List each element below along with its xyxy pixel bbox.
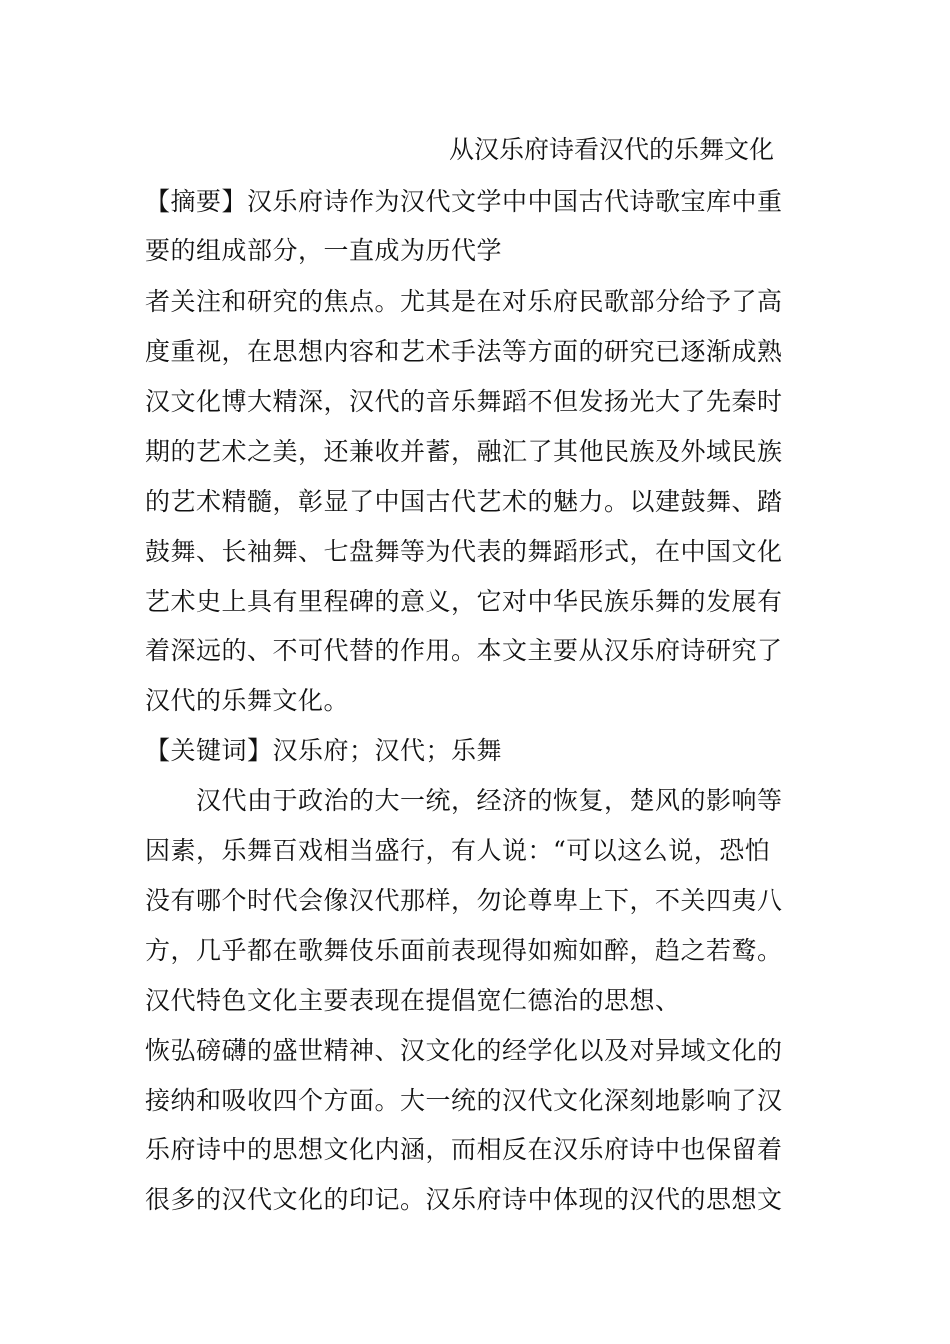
text-line: 汉文化博大精深，汉代的音乐舞蹈不但发扬光大了先秦时 — [145, 387, 783, 416]
text-line: 汉代由于政治的大一统，经济的恢复，楚风的影响等 — [145, 786, 783, 815]
document-title: 从汉乐府诗看汉代的乐舞文化 — [449, 135, 775, 164]
text-line: 恢弘磅礴的盛世精神、汉文化的经学化以及对异域文化的 — [145, 1036, 783, 1065]
text-line: 接纳和吸收四个方面。大一统的汉代文化深刻地影响了汉 — [145, 1086, 783, 1115]
text-line: 要的组成部分，一直成为历代学 — [145, 236, 503, 265]
text-line: 没有哪个时代会像汉代那样，勿论尊卑上下，不关四夷八 — [145, 886, 783, 915]
text-line: 艺术史上具有里程碑的意义，它对中华民族乐舞的发展有 — [145, 587, 783, 616]
text-line: 【摘要】汉乐府诗作为汉代文学中中国古代诗歌宝库中重 — [145, 187, 783, 216]
text-line: 者关注和研究的焦点。尤其是在对乐府民歌部分给予了高 — [145, 287, 783, 316]
text-line: 的艺术精髓，彰显了中国古代艺术的魅力。以建鼓舞、踏 — [145, 487, 783, 516]
text-line: 汉代特色文化主要表现在提倡宽仁德治的思想、 — [145, 986, 681, 1015]
text-line: 因素，乐舞百戏相当盛行，有人说：“可以这么说，恐怕 — [145, 836, 771, 865]
keywords-line: 【关键词】汉乐府；汉代；乐舞 — [145, 736, 503, 765]
text-line: 汉代的乐舞文化。 — [145, 686, 350, 715]
text-line: 很多的汉代文化的印记。汉乐府诗中体现的汉代的思想文 — [145, 1185, 783, 1214]
text-line: 鼓舞、长袖舞、七盘舞等为代表的舞蹈形式，在中国文化 — [145, 537, 783, 566]
text-line: 度重视，在思想内容和艺术手法等方面的研究已逐渐成熟 — [145, 337, 783, 366]
text-line: 方，几乎都在歌舞伎乐面前表现得如痴如醉，趋之若鹜。 — [145, 936, 783, 965]
text-line: 乐府诗中的思想文化内涵，而相反在汉乐府诗中也保留着 — [145, 1135, 783, 1164]
text-line: 着深远的、不可代替的作用。本文主要从汉乐府诗研究了 — [145, 636, 783, 665]
text-line: 期的艺术之美，还兼收并蓄，融汇了其他民族及外域民族 — [145, 437, 783, 466]
